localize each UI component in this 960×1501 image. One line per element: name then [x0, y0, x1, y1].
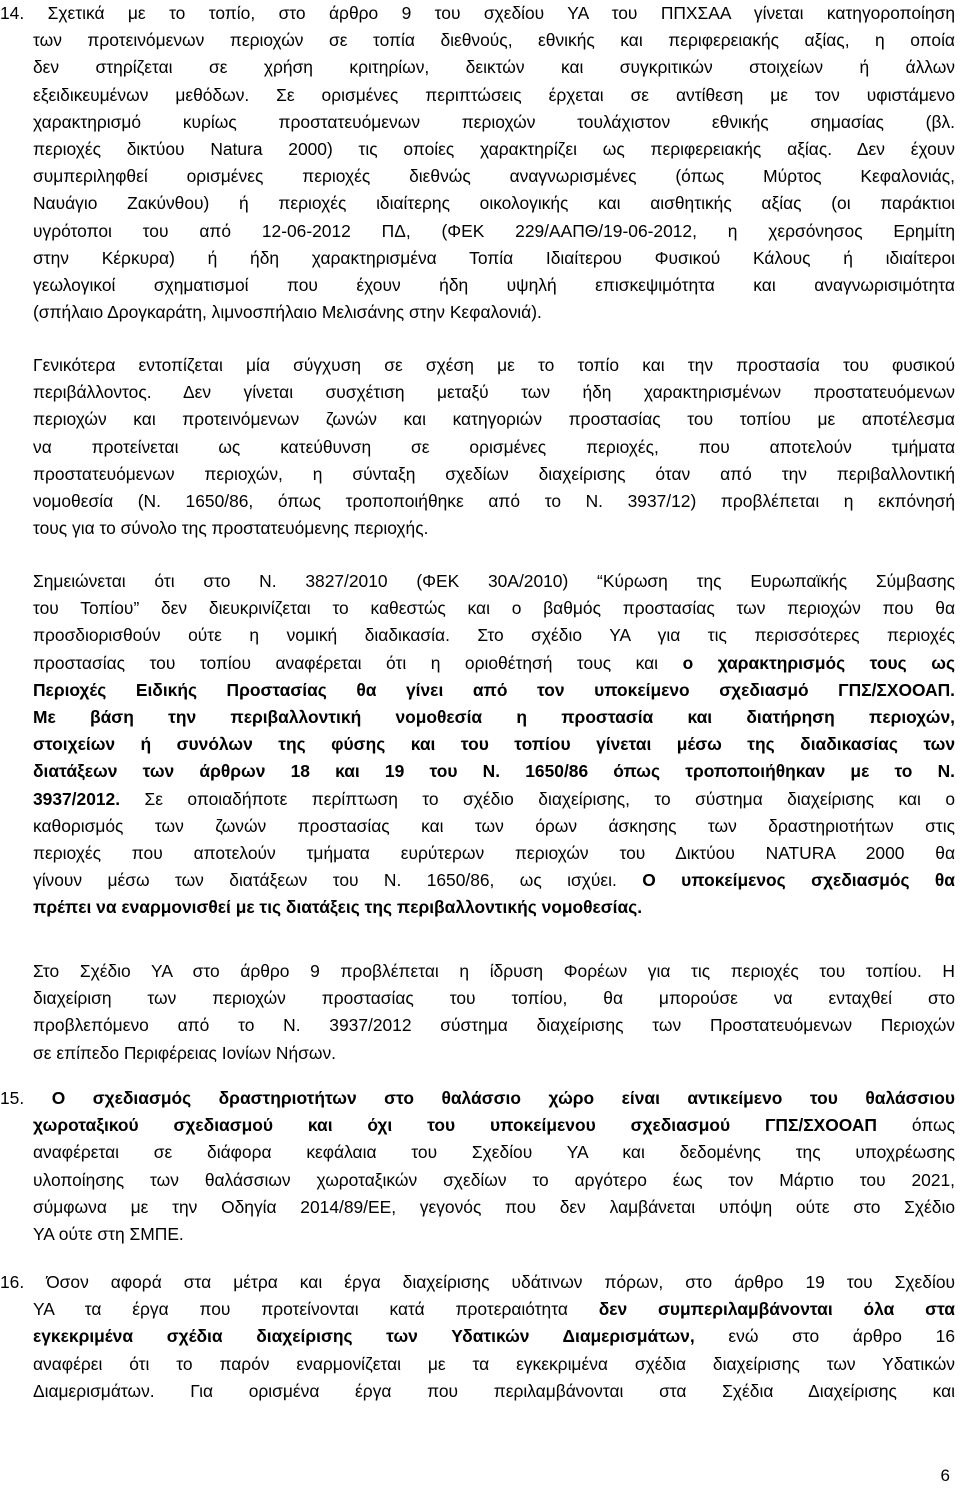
text-line: του Τοπίου” δεν διευκρινίζεται το καθεστώς και ο βαθμός προστασίας των περιοχών που θα: [33, 598, 955, 619]
text-line: διαχείριση των περιοχών προστασίας του τοπίου, θα μπορούσε να ενταχθεί στο: [33, 988, 955, 1009]
item-16-paragraph: [0, 1269, 955, 1405]
text-line: Στο Σχέδιο ΥΑ στο άρθρο 9 προβλέπεται η ίδρυση Φορέων για τις περιοχές του τοπίου. Η: [33, 961, 955, 981]
text-line: Διαμερισμάτων. Για ορισμένα έργα που περιλαμβάνονται στα Σχέδια Διαχείρισης και: [33, 1380, 955, 1401]
text-line: προστατευόμενων περιοχών, η σύνταξη σχεδίων διαχείρισης όταν από την περιβαλλοντική: [33, 463, 955, 484]
text-line: προβλεπόμενο από το Ν. 3937/2012 σύστημα διαχείρισης των Προστατευόμενων Περιοχών: [33, 1015, 955, 1036]
item-14-paragraph-3: [33, 568, 955, 921]
text-line: υλοποίησης των θαλάσσιων χωροταξικών σχεδίων το αργότερο έως τον Μάρτιο του 2021,: [33, 1169, 955, 1190]
text-line: γεωλογικοί σχηματισμοί που έχουν ήδη υψηλή επισκεψιμότητα και αναγνωρισιμότητα: [33, 274, 955, 295]
text-line: πρέπει να εναρμονισθεί με τις διατάξεις της περιβαλλοντικής νομοθεσίας.: [33, 897, 643, 918]
text-line: ΥΑ τα έργα που προτείνονται κατά προτεραιότητα δεν συμπεριλαμβάνονται όλα στα: [33, 1299, 955, 1320]
text-line: 15. Ο σχεδιασμός δραστηριοτήτων στο θαλάσσιο χώρο είναι αντικείμενο του θαλάσσιου: [0, 1088, 955, 1108]
item-number: 15.: [0, 1088, 25, 1108]
text-line: στοιχείων ή συνόλων της φύσης και του τοπίου γίνεται μέσω της διαδικασίας των: [33, 734, 955, 755]
item-14-paragraph-4: [33, 958, 955, 1067]
text-line: εγκεκριμένα σχέδια διαχείρισης των Υδατικών Διαμερισμάτων, ενώ στο άρθρο 16: [33, 1326, 955, 1347]
item-number: 14.: [0, 3, 25, 23]
text-line: Σημειώνεται ότι στο Ν. 3827/2010 (ΦΕΚ 30Α/2010) “Κύρωση της Ευρωπαϊκής Σύμβασης: [33, 571, 955, 591]
text-line: καθορισμός των ζωνών προστασίας και των όρων άσκησης των δραστηριοτήτων στις: [33, 815, 955, 836]
text-line: Γενικότερα εντοπίζεται μία σύγχυση σε σχέση με το τοπίο και την προστασία του φυσικού: [33, 355, 955, 375]
text-line: ΥΑ ούτε στη ΣΜΠΕ.: [33, 1223, 184, 1244]
text-line: δεν στηρίζεται σε χρήση κριτηρίων, δεικτών και συγκριτικών στοιχείων ή άλλων: [33, 57, 955, 78]
text-line: περιβάλλοντος. Δεν γίνεται συσχέτιση μεταξύ των ήδη χαρακτηρισμένων προστατευόμενων: [33, 382, 955, 403]
text-line: χωροταξικού σχεδιασμού και όχι του υποκείμενου σχεδιασμού ΓΠΣ/ΣΧΟΟΑΠ όπως: [33, 1115, 955, 1136]
text-line: περιοχών και προτεινόμενων ζωνών και κατηγοριών προστασίας του τοπίου με αποτέλεσμα: [33, 409, 955, 430]
text-line: Περιοχές Ειδικής Προστασίας θα γίνει από τον υποκείμενο σχεδιασμό ΓΠΣ/ΣΧΟΟΑΠ.: [33, 679, 955, 700]
item-15-paragraph: [0, 1085, 955, 1248]
text-line: υγρότοποι του από 12-06-2012 ΠΔ, (ΦΕΚ 229/ΑΑΠΘ/19-06-2012, η χερσόνησος Ερημίτη: [33, 220, 955, 241]
text-line: διατάξεων των άρθρων 18 και 19 του Ν. 1650/86 όπως τροποποιήθηκαν με το Ν.: [33, 761, 955, 782]
text-line: εξειδικευμένων μεθόδων. Σε ορισμένες περιπτώσεις έρχεται σε αντίθεση με τον υφιστάμενο: [33, 84, 955, 105]
text-line: Με βάση την περιβαλλοντική νομοθεσία η προστασία και διατήρηση περιοχών,: [33, 706, 955, 727]
text-line: 16. Όσον αφορά στα μέτρα και έργα διαχείρισης υδάτινων πόρων, στο άρθρο 19 του Σχεδίου: [0, 1272, 955, 1292]
text-line: περιοχές που αποτελούν τμήματα ευρύτερων περιοχών του Δικτύου NATURA 2000 θα: [33, 842, 955, 863]
text-line: των προτεινόμενων περιοχών σε τοπία διεθνούς, εθνικής και περιφερειακής αξίας, η οποία: [33, 30, 955, 51]
item-14-paragraph-2: [33, 352, 955, 542]
text-line: αναφέρει ότι το παρόν εναρμονίζεται με τα εγκεκριμένα σχέδια διαχείρισης των Υδατικών: [33, 1353, 955, 1374]
text-line: γίνουν μέσω των διατάξεων του Ν. 1650/86, ως ισχύει. Ο υποκείμενος σχεδιασμός θα: [33, 870, 955, 891]
text-line: προστασίας του τοπίου αναφέρεται ότι η οριοθέτησή τους και ο χαρακτηρισμός τους ως: [33, 652, 955, 673]
text-line: να προτείνεται ως κατεύθυνση σε ορισμένες περιοχές, που αποτελούν τμήματα: [33, 436, 955, 457]
text-line: 3937/2012. Σε οποιαδήποτε περίπτωση το σχέδιο διαχείρισης, το σύστημα διαχείρισης και ο: [33, 788, 955, 809]
text-line: περιοχές δικτύου Natura 2000) τις οποίες χαρακτηρίζει ως περιφερειακής αξίας. Δεν έχουν: [33, 138, 955, 159]
text-line: στην Κέρκυρα) ή ήδη χαρακτηρισμένα Τοπία Ιδιαίτερου Φυσικού Κάλους ή ιδιαίτεροι: [33, 247, 955, 268]
item-14-paragraph-1: [0, 0, 955, 326]
text-line: προσδιορισθούν ούτε η νομική διαδικασία. Στο σχέδιο ΥΑ για τις περισσότερες περιοχές: [33, 625, 955, 646]
text-line: συμπεριληφθεί ορισμένες περιοχές διεθνώς αναγνωρισμένες (όπως Μύρτος Κεφαλονιάς,: [33, 166, 955, 187]
text-line: 14. Σχετικά με το τοπίο, στο άρθρο 9 του σχεδίου ΥΑ του ΠΠΧΣΑΑ γίνεται κατηγοροποίηση: [0, 3, 955, 23]
text-line: νομοθεσία (Ν. 1650/86, όπως τροποποιήθηκε από το Ν. 3937/12) προβλέπεται η εκπόνησή: [33, 490, 955, 511]
page-number: 6: [940, 1466, 950, 1485]
text-line: τους για το σύνολο της προστατευόμενης περιοχής.: [33, 518, 429, 539]
text-line: Ναυάγιο Ζακύνθου) ή περιοχές ιδιαίτερης οικολογικής και αισθητικής αξίας (οι παράκτιοι: [33, 193, 955, 214]
text-line: χαρακτηρισμό κυρίως προστατευόμενων περιοχών τουλάχιστον εθνικής σημασίας (βλ.: [33, 111, 955, 132]
text-line: σύμφωνα με την Οδηγία 2014/89/ΕΕ, γεγονός που δεν λαμβάνεται υπόψη ούτε στο Σχέδιο: [33, 1196, 955, 1217]
text-line: αναφέρεται σε διάφορα κεφάλαια του Σχεδίου ΥΑ και δεδομένης της υποχρέωσης: [33, 1142, 955, 1163]
text-line: σε επίπεδο Περιφέρειας Ιονίων Νήσων.: [33, 1042, 336, 1063]
text-line: (σπήλαιο Δρογκαράτη, λιμνοσπήλαιο Μελισάνης στην Κεφαλονιά).: [33, 302, 542, 323]
item-number: 16.: [0, 1272, 25, 1292]
